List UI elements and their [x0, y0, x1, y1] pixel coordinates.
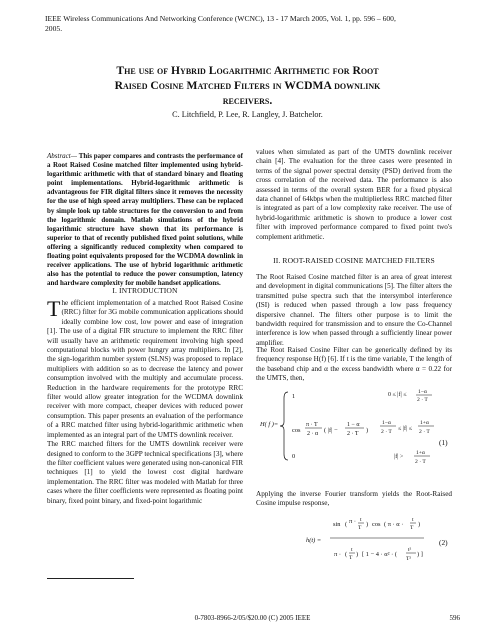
svg-text:1+α: 1+α [416, 450, 425, 456]
author-list: C. Litchfield, P. Lee, R. Langley, J. Batchelor. [172, 110, 323, 119]
right-paragraph-4: Applying the inverse Fourier transform yields the Root-Raised Cosine impulse response, [256, 490, 452, 508]
svg-text:T: T [349, 555, 353, 561]
svg-text:1−α: 1−α [382, 420, 391, 426]
footnote-rule [47, 578, 134, 579]
svg-text:T: T [358, 525, 362, 531]
svg-text:0: 0 [292, 453, 296, 460]
svg-text:2 · T: 2 · T [381, 429, 392, 435]
svg-text:2 · T: 2 · T [417, 397, 428, 403]
abstract-text: This paper compares and contrasts the performance of a Root Raised Cosine matched filter implemented using hybrid-logarithmic arithmetic with that of standard binary and floating point implementations. Hybrid-logarithmic arithmetic is advantageous for FIR digital filters since it removes the necessity for the use of high speed array multipliers. These can be replaced by simple look up table structures for the conversion to and from the logarithmic domain. Matlab simulations of the hybrid logarithmic structure have shown that its performance is superior to that of recently published fixed point solutions, while offering a significantly reduced complexity when compared to floating point equivalents proposed for the WCDMA downlink in receiver applications. The use of hybrid logarithmic arithmetic also has the potential to reduce the power consumption, latency and hardware complexity for mobile handset applications. [47, 152, 244, 288]
title-line-2: Raised Cosine Matched Filters in WCDMA downlink [114, 79, 381, 92]
svg-text:t: t [351, 547, 353, 553]
header-line-2: 2005. [45, 24, 63, 33]
abstract [47, 152, 243, 288]
svg-text:(: ( [345, 521, 348, 528]
svg-text:(: ( [345, 551, 348, 558]
svg-text:): ) [356, 551, 359, 558]
svg-text:): ) [366, 521, 369, 528]
svg-text:t: t [412, 517, 414, 523]
drop-cap: T [47, 296, 61, 321]
equation-2-impulse-response [256, 512, 452, 576]
right-paragraph-2: The Root Raised Cosine matched filter is an area of great interest and development in digital communications [5]. The filter alters the transmitted pulse spectra such that the intersymbol interference (ISI) is reduced when passed through a low pass frequency dispersive channel. The filters other purpose is to limit the bandwidth required for transmission and to ensure the Co-Channel interference is low when passed through a sufficiently linear power amplifier. [256, 273, 452, 347]
svg-text:t²: t² [408, 547, 412, 553]
svg-text:H( f )=: H( f )= [260, 421, 279, 428]
abstract-label: Abstract— [47, 152, 77, 160]
svg-text:2 · T: 2 · T [419, 429, 430, 435]
right-paragraph-1: values when simulated as part of the UMTS downlink receiver chain [4]. The evaluation for the three cases were presented in terms of the signal power spectral density (PSD) derived from the cross correlation of the received data. The performance is also assessed in terms of the overall system BER for a fixed physical data channel of 64kbps when the multiplierless RRC matched filter is integrated as part of a low complexity rake receiver. The use of hybrid-logarithmic arithmetic is shown to produce a lower cost filter with improved performance compared to fixed point two's complement arithmetic. [256, 148, 452, 241]
svg-text:sin: sin [333, 521, 341, 528]
svg-text:): ) [366, 427, 369, 434]
svg-text:π · T: π · T [306, 422, 318, 428]
introduction-body [47, 296, 243, 506]
svg-text:( |f| −: ( |f| − [324, 427, 338, 434]
svg-text:0 ≤ |f| ≤: 0 ≤ |f| ≤ [388, 392, 407, 398]
svg-text:t: t [360, 517, 362, 523]
section-heading-introduction: I. INTRODUCTION [112, 286, 178, 295]
intro-paragraph-1: The efficient implementation of a matched Root Raised Cosine (RRC) filter for 3G mobile communication applications should ideally combine low cost, low power and ease of integration [1]. The use of a digital FIR structure to implement the RRC filter will usually have an arithmetic requirement involving high speed computational blocks with power hungry array multipliers. In [2], the sign-logarithm number system (SLNS) was proposed to replace multipliers with addition so as to decrease the latency and power consumption involved with the multiply and accumulate process. Reduction in the hardware requirements for the prototype RRC filter would allow greater integration for the WCDMA downlink receiver with more compact, cheaper devices with reduced power consumption. This paper presents an evaluation of the performance of a RRC matched filter using hybrid-logarithmic arithmetic when implemented as an integral part of the UMTS downlink receiver. [47, 296, 243, 439]
section-heading-rrc: II. ROOT-RAISED COSINE MATCHED FILTERS [273, 256, 435, 265]
svg-text:cos: cos [372, 521, 381, 528]
svg-text:T: T [410, 525, 414, 531]
svg-text:2 · T: 2 · T [415, 459, 426, 465]
equation-1-frequency-response [256, 386, 452, 466]
copyright-line: 0-7803-8966-2/05/$20.00 (C) 2005 IEEE [194, 614, 311, 622]
equation-2-number: (2) [439, 538, 448, 547]
right-paragraph-3: The Root Raised Cosine Filter can be generically defined by its frequency response H(f) [6]. If t is the time variable, T the length of the baseband chip and α the excess bandwidth where α = 0.22 for the UMTS, then, [256, 346, 452, 383]
svg-text:[ 1 − 4 · α² · (: [ 1 − 4 · α² · ( [362, 551, 397, 558]
svg-text:π ·: π · [334, 551, 341, 558]
title-line-1: The use of Hybrid Logarithmic Arithmetic for Root [116, 64, 379, 77]
svg-text:1 − α: 1 − α [347, 422, 360, 428]
svg-text:h(t) =: h(t) = [306, 537, 322, 544]
svg-text:cos: cos [292, 427, 301, 434]
conference-header [45, 14, 465, 34]
svg-text:2 · T: 2 · T [347, 431, 359, 437]
svg-text:1−α: 1−α [418, 389, 427, 395]
page-number: 596 [449, 614, 460, 622]
svg-text:( π · α ·: ( π · α · [384, 521, 404, 528]
equation-1-number: (1) [439, 438, 448, 447]
svg-text:≤ |f| ≤: ≤ |f| ≤ [398, 426, 412, 432]
header-line-1: IEEE Wireless Communications And Networking Conference (WCNC), 13 - 17 March 2005, Vol. 1, pp. 596 – 600, [45, 14, 396, 23]
title-line-3: receivers. [222, 94, 273, 107]
svg-text:1: 1 [292, 393, 296, 400]
intro-paragraph-2: The RRC matched filters for the UMTS downlink receiver were designed to conform to the 3GPP technical specifications [3], where the filter coefficient values were generated using non-canonical FIR techniques [1] to yield the lowest cost digital hardware implementation. The RRC filter was modeled with Matlab for three cases where the filter coefficients were represented as floating point binary, fixed point binary, and fixed-point logarithmic [47, 440, 243, 505]
svg-text:π ·: π · [349, 518, 356, 525]
svg-text:|f| >: |f| > [394, 454, 404, 460]
svg-text:1+α: 1+α [420, 420, 429, 426]
svg-text:T²: T² [406, 556, 412, 562]
svg-text:2 · α: 2 · α [307, 431, 319, 437]
svg-text:) ]: ) ] [417, 551, 423, 558]
svg-text:): ) [418, 521, 421, 528]
paper-title [40, 63, 455, 108]
